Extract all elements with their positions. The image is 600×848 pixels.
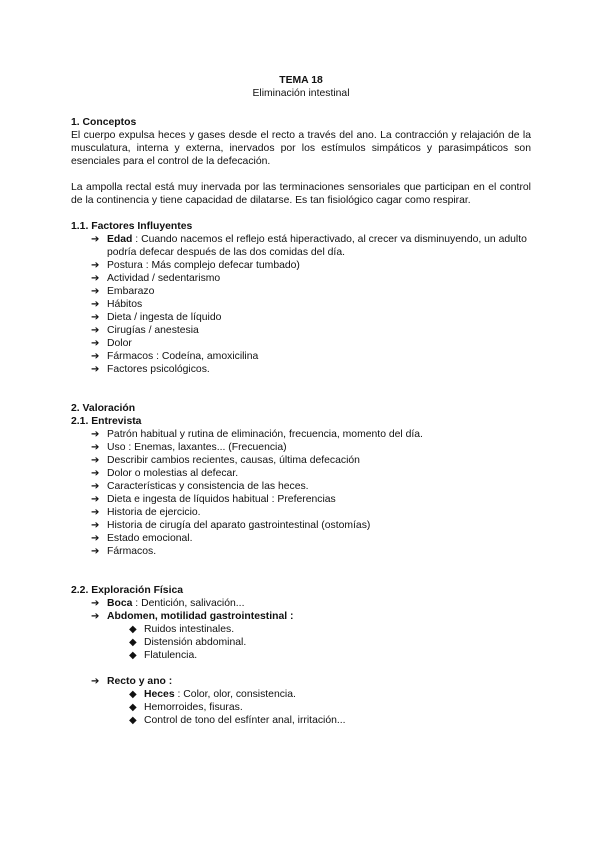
- arrow-bullet-icon: ➔: [91, 351, 100, 362]
- list-item: ➔ Uso : Enemas, laxantes... (Frecuencia): [91, 442, 287, 453]
- diamond-bullet-icon: ◆: [129, 715, 137, 726]
- list-item: ➔ Fármacos : Codeína, amoxicilina: [91, 351, 259, 362]
- recto-sublist: [71, 688, 531, 727]
- abdomen-label: Abdomen, motilidad gastrointestinal :: [107, 611, 294, 622]
- diamond-bullet-icon: ◆: [129, 702, 137, 713]
- recto-list: [71, 675, 531, 688]
- arrow-bullet-icon: ➔: [91, 494, 100, 505]
- diamond-bullet-icon: ◆: [129, 650, 137, 661]
- list-item: ➔ Historia de ejercicio.: [91, 507, 201, 518]
- list-item: ➔ Historia de cirugía del aparato gastrointestinal (ostomías): [91, 520, 371, 531]
- list-item: ➔ Postura : Más complejo defecar tumbado): [91, 260, 300, 271]
- arrow-bullet-icon: ➔: [91, 312, 100, 323]
- diamond-bullet-icon: ◆: [129, 689, 137, 700]
- boca-label: Boca: [107, 598, 133, 609]
- recto-label: Recto y ano :: [107, 676, 173, 687]
- arrow-bullet-icon: ➔: [91, 546, 100, 557]
- list-item: ➔ Embarazo: [91, 286, 155, 297]
- arrow-bullet-icon: ➔: [91, 507, 100, 518]
- list-item: ➔ Hábitos: [91, 299, 143, 310]
- section-heading-valoracion: 2. Valoración: [71, 403, 136, 414]
- list-item: ➔ Factores psicológicos.: [91, 364, 210, 375]
- list-item: ➔ Fármacos.: [91, 546, 157, 557]
- arrow-bullet-icon: ➔: [91, 286, 100, 297]
- list-item: ➔ Estado emocional.: [91, 533, 193, 544]
- arrow-bullet-icon: ➔: [91, 429, 100, 440]
- arrow-bullet-icon: ➔: [91, 533, 100, 544]
- document-title: TEMA 18: [279, 75, 323, 86]
- paragraph-conceptos-2: La ampolla rectal está muy inervada por las terminaciones sensoriales que participan en el control de la continencia y tiene capacidad de dilatarse. Es tan fisiológico cagar como respirar.: [71, 182, 531, 206]
- arrow-bullet-icon: ➔: [91, 364, 100, 375]
- list-item: ◆ Distensión abdominal.: [129, 637, 247, 648]
- boca-text: : Dentición, salivación...: [132, 598, 245, 609]
- list-item: ➔ Características y consistencia de las heces.: [91, 481, 309, 492]
- arrow-bullet-icon: ➔: [91, 468, 100, 479]
- diamond-bullet-icon: ◆: [129, 624, 137, 635]
- arrow-bullet-icon: ➔: [91, 455, 100, 466]
- list-item: ➔ Actividad / sedentarismo: [91, 273, 221, 284]
- section-heading-factores: 1.1. Factores Influyentes: [71, 221, 193, 232]
- list-item: [71, 675, 531, 688]
- list-item: ➔ Dieta e ingesta de líquidos habitual : Preferencias: [91, 494, 336, 505]
- document-page: [71, 74, 531, 727]
- list-item: ◆ Hemorroides, fisuras.: [129, 702, 243, 713]
- arrow-bullet-icon: ➔: [91, 299, 100, 310]
- list-item: ◆ Ruidos intestinales.: [129, 624, 235, 635]
- list-item: ➔ Describir cambios recientes, causas, última defecación: [91, 455, 360, 466]
- list-item: [71, 688, 531, 701]
- arrow-bullet-icon: ➔: [91, 325, 100, 336]
- factor-text-edad: : Cuando nacemos el reflejo está hiperactivado, al crecer va disminuyendo, un adulto podría defecar después de las dos comidas del día.: [107, 234, 527, 258]
- arrow-bullet-icon: ➔: [91, 260, 100, 271]
- subsection-heading-exploracion: 2.2. Exploración Física: [71, 585, 184, 596]
- list-item: [71, 597, 531, 610]
- subsection-heading-entrevista: 2.1. Entrevista: [71, 416, 142, 427]
- list-item: ◆ Control de tono del esfínter anal, irritación...: [129, 715, 346, 726]
- factores-list: [71, 233, 531, 376]
- arrow-bullet-icon: ➔: [91, 598, 100, 609]
- factor-label-edad: Edad: [107, 234, 133, 245]
- list-item: ◆ Flatulencia.: [129, 650, 198, 661]
- list-item: ➔ Dolor o molestias al defecar.: [91, 468, 239, 479]
- arrow-bullet-icon: ➔: [91, 520, 100, 531]
- abdomen-sublist: [71, 623, 531, 662]
- list-item: [71, 233, 531, 259]
- exploracion-list: [71, 597, 531, 623]
- arrow-bullet-icon: ➔: [91, 611, 100, 622]
- entrevista-list: [71, 428, 531, 558]
- arrow-bullet-icon: ➔: [91, 442, 100, 453]
- list-item: ➔ Dolor: [91, 338, 132, 349]
- paragraph-conceptos-1: El cuerpo expulsa heces y gases desde el recto a través del ano. La contracción y relajación de la musculatura, interna y externa, inervados por los estímulos simpáticos y parasimpáticos son esenciales para el control de la defecación.: [71, 130, 531, 167]
- arrow-bullet-icon: ➔: [91, 234, 100, 245]
- heces-text: : Color, olor, consistencia.: [174, 689, 296, 700]
- arrow-bullet-icon: ➔: [91, 273, 100, 284]
- list-item: [71, 610, 531, 623]
- document-subtitle: Eliminación intestinal: [252, 88, 350, 99]
- arrow-bullet-icon: ➔: [91, 481, 100, 492]
- arrow-bullet-icon: ➔: [91, 338, 100, 349]
- list-item: ➔ Cirugías / anestesia: [91, 325, 199, 336]
- diamond-bullet-icon: ◆: [129, 637, 137, 648]
- arrow-bullet-icon: ➔: [91, 676, 100, 687]
- section-heading-conceptos: 1. Conceptos: [71, 117, 137, 128]
- heces-label: Heces: [144, 689, 175, 700]
- list-item: ➔ Patrón habitual y rutina de eliminación, frecuencia, momento del día.: [91, 429, 423, 440]
- list-item: ➔ Dieta / ingesta de líquido: [91, 312, 222, 323]
